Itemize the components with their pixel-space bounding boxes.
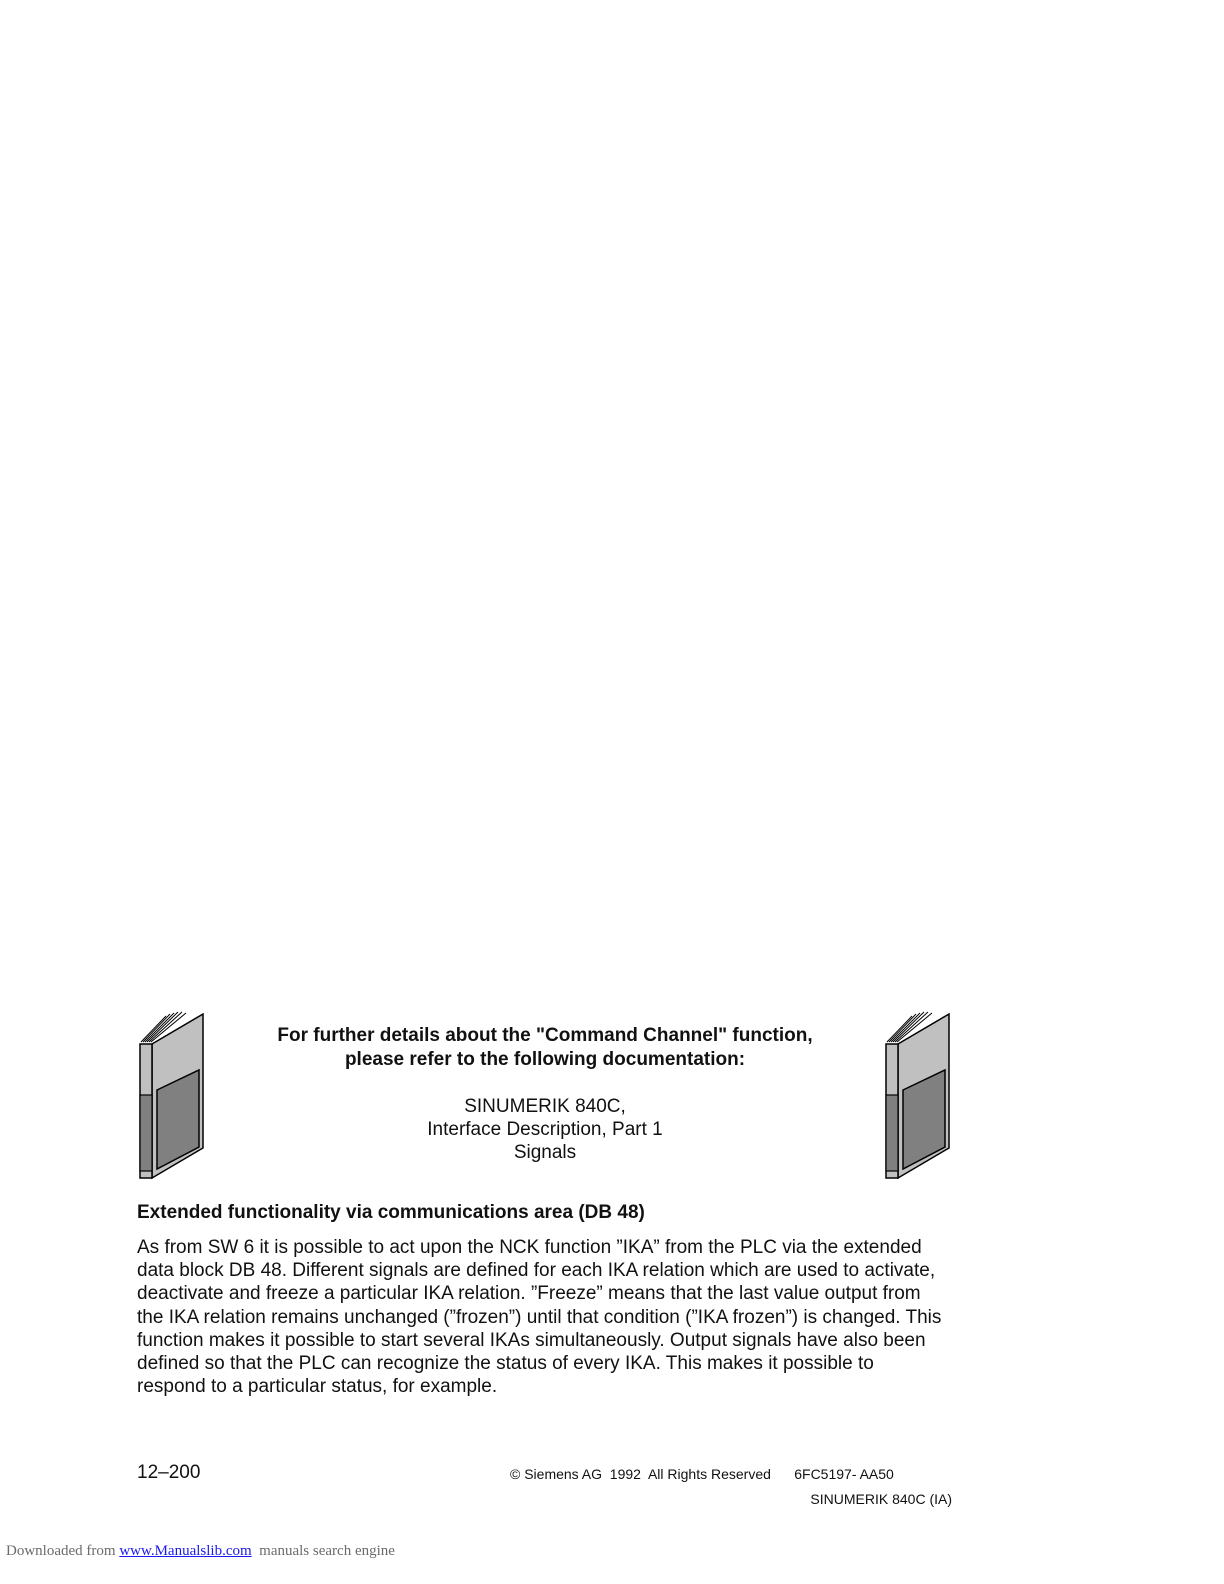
note-heading <box>240 1024 850 1072</box>
download-footer <box>6 1542 395 1560</box>
product-name: SINUMERIK 840C (IA) <box>810 1491 952 1507</box>
copyright-notice: © Siemens AG 1992 All Rights Reserved 6FC5197- AA50 <box>510 1466 894 1482</box>
book-icon <box>882 1010 954 1180</box>
manualslib-link[interactable]: www.Manualslib.com <box>119 1543 252 1559</box>
download-suffix: manuals search engine <box>251 1543 395 1559</box>
section-title: Extended functionality via communications area (DB 48) <box>137 1202 645 1223</box>
doc-subtitle: Signals <box>513 1142 577 1163</box>
note-heading-line2: please refer to the following documentation: <box>344 1049 746 1070</box>
body-paragraph: As from SW 6 it is possible to act upon the NCK function ”IKA” from the PLC via the extended data block DB 48. Different signals are defined for each IKA relation which are used to activate, deactivate and freeze a particular IKA relation. ”Freeze” means that the last value output from the IKA relation remains unchanged (”frozen”) until that condition (”IKA frozen”) is changed. This function makes it possible to start several IKAs simultaneously. Output signals have also been defined so that the PLC can recognize the status of every IKA. This makes it possible to respond to a particular status, for example. <box>137 1237 942 1398</box>
download-prefix: Downloaded from <box>6 1543 120 1559</box>
referenced-document <box>240 1095 850 1164</box>
page-number: 12–200 <box>137 1462 201 1483</box>
note-heading-line1: For further details about the "Command Channel" function, <box>277 1025 813 1046</box>
doc-title: SINUMERIK 840C, <box>464 1096 626 1117</box>
book-icon <box>136 1010 208 1180</box>
doc-part: Interface Description, Part 1 <box>427 1119 663 1140</box>
reference-note <box>240 1024 850 1164</box>
